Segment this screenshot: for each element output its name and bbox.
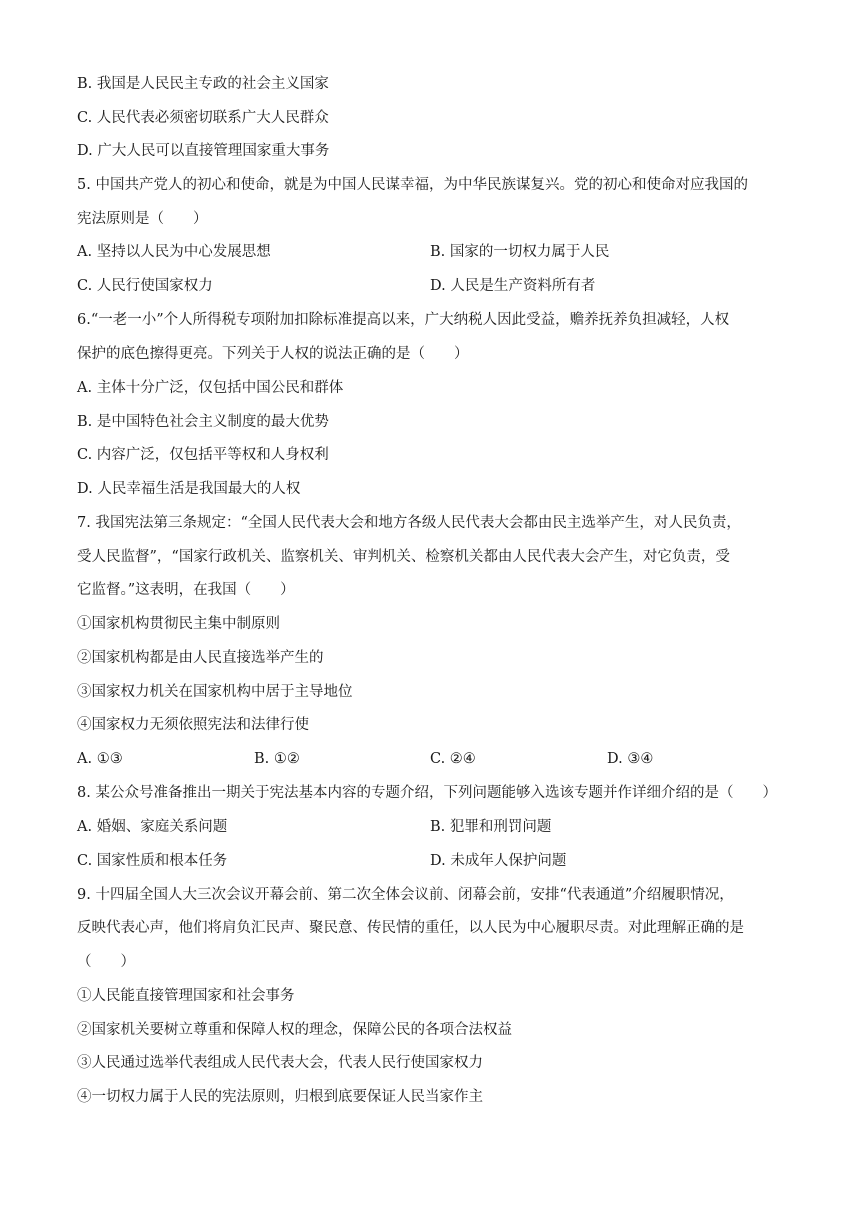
q9-statement-1: ①人民能直接管理国家和社会事务 bbox=[77, 988, 295, 1004]
q8-stem-line-1: 8. 某公众号准备推出一期关于宪法基本内容的专题介绍，下列问题能够入选该专题并作详细介绍的是（ ） bbox=[77, 785, 777, 801]
q9-stem-line-1: 9. 十四届全国人大三次会议开幕会前、第二次全体会议前、闭幕会前，安排“代表通道”介绍履职情况， bbox=[77, 887, 734, 903]
q6-option-d: D. 人民幸福生活是我国最大的人权 bbox=[77, 481, 301, 497]
q7-option-d: D. ③④ bbox=[607, 751, 654, 767]
q6-stem-line-1: 6.“一老一小”个人所得税专项附加扣除标准提高以来，广大纳税人因此受益，赡养抚养负担减轻，人权 bbox=[77, 312, 730, 328]
q7-stem-line-2: 受人民监督”，“国家行政机关、监察机关、审判机关、检察机关都由人民代表大会产生，对它负责，受 bbox=[77, 549, 730, 565]
q5-option-c: C. 人民行使国家权力 bbox=[77, 278, 213, 294]
q7-option-b: B. ①② bbox=[254, 751, 300, 767]
q9-stem-line-3: （ ） bbox=[77, 954, 135, 970]
q5-stem-line-2: 宪法原则是（ ） bbox=[77, 211, 208, 227]
q6-option-a: A. 主体十分广泛，仅包括中国公民和群体 bbox=[77, 380, 344, 396]
q5-stem-line-1: 5. 中国共产党人的初心和使命，就是为中国人民谋幸福，为中华民族谋复兴。党的初心和使命对应我国的 bbox=[77, 177, 748, 193]
q7-statement-3: ③国家权力机关在国家机构中居于主导地位 bbox=[77, 684, 353, 700]
q5-options-row-1 bbox=[77, 242, 787, 262]
q8-options-row-2 bbox=[77, 851, 787, 871]
q9-statement-3: ③人民通过选举代表组成人民代表大会，代表人民行使国家权力 bbox=[77, 1055, 483, 1071]
q4-option-b: B. 我国是人民民主专政的社会主义国家 bbox=[77, 76, 329, 92]
q7-option-c: C. ②④ bbox=[430, 751, 476, 767]
q4-option-c: C. 人民代表必须密切联系广大人民群众 bbox=[77, 110, 329, 126]
q5-options-row-2 bbox=[77, 276, 787, 296]
q9-stem-line-2: 反映代表心声，他们将肩负汇民声、聚民意、传民情的重任，以人民为中心履职尽责。对此理解正确的是 bbox=[77, 920, 744, 936]
q5-option-b: B. 国家的一切权力属于人民 bbox=[430, 244, 610, 260]
q6-stem-line-2: 保护的底色擦得更亮。下列关于人权的说法正确的是（ ） bbox=[77, 346, 469, 362]
q9-statement-4: ④一切权力属于人民的宪法原则，归根到底要保证人民当家作主 bbox=[77, 1089, 483, 1105]
q7-options-row bbox=[77, 749, 787, 769]
q9-statement-2: ②国家机关要树立尊重和保障人权的理念，保障公民的各项合法权益 bbox=[77, 1022, 512, 1038]
q8-option-a: A. 婚姻、家庭关系问题 bbox=[77, 819, 228, 835]
q7-option-a: A. ①③ bbox=[77, 751, 123, 767]
q7-statement-2: ②国家机构都是由人民直接选举产生的 bbox=[77, 650, 324, 666]
q6-option-b: B. 是中国特色社会主义制度的最大优势 bbox=[77, 414, 329, 430]
q7-stem-line-1: 7. 我国宪法第三条规定：“全国人民代表大会和地方各级人民代表大会都由民主选举产生，对人民负责， bbox=[77, 515, 741, 531]
q6-option-c: C. 内容广泛，仅包括平等权和人身权利 bbox=[77, 447, 329, 463]
q5-option-a: A. 坚持以人民为中心发展思想 bbox=[77, 244, 271, 260]
q8-option-c: C. 国家性质和根本任务 bbox=[77, 853, 228, 869]
q7-statement-4: ④国家权力无须依照宪法和法律行使 bbox=[77, 717, 309, 733]
q8-option-b: B. 犯罪和刑罚问题 bbox=[430, 819, 552, 835]
q5-option-d: D. 人民是生产资料所有者 bbox=[430, 278, 596, 294]
q4-option-d: D. 广大人民可以直接管理国家重大事务 bbox=[77, 143, 330, 159]
q7-stem-line-3: 它监督。”这表明，在我国（ ） bbox=[77, 582, 295, 598]
q8-option-d: D. 未成年人保护问题 bbox=[430, 853, 567, 869]
q8-options-row-1 bbox=[77, 817, 787, 837]
q7-statement-1: ①国家机构贯彻民主集中制原则 bbox=[77, 616, 280, 632]
